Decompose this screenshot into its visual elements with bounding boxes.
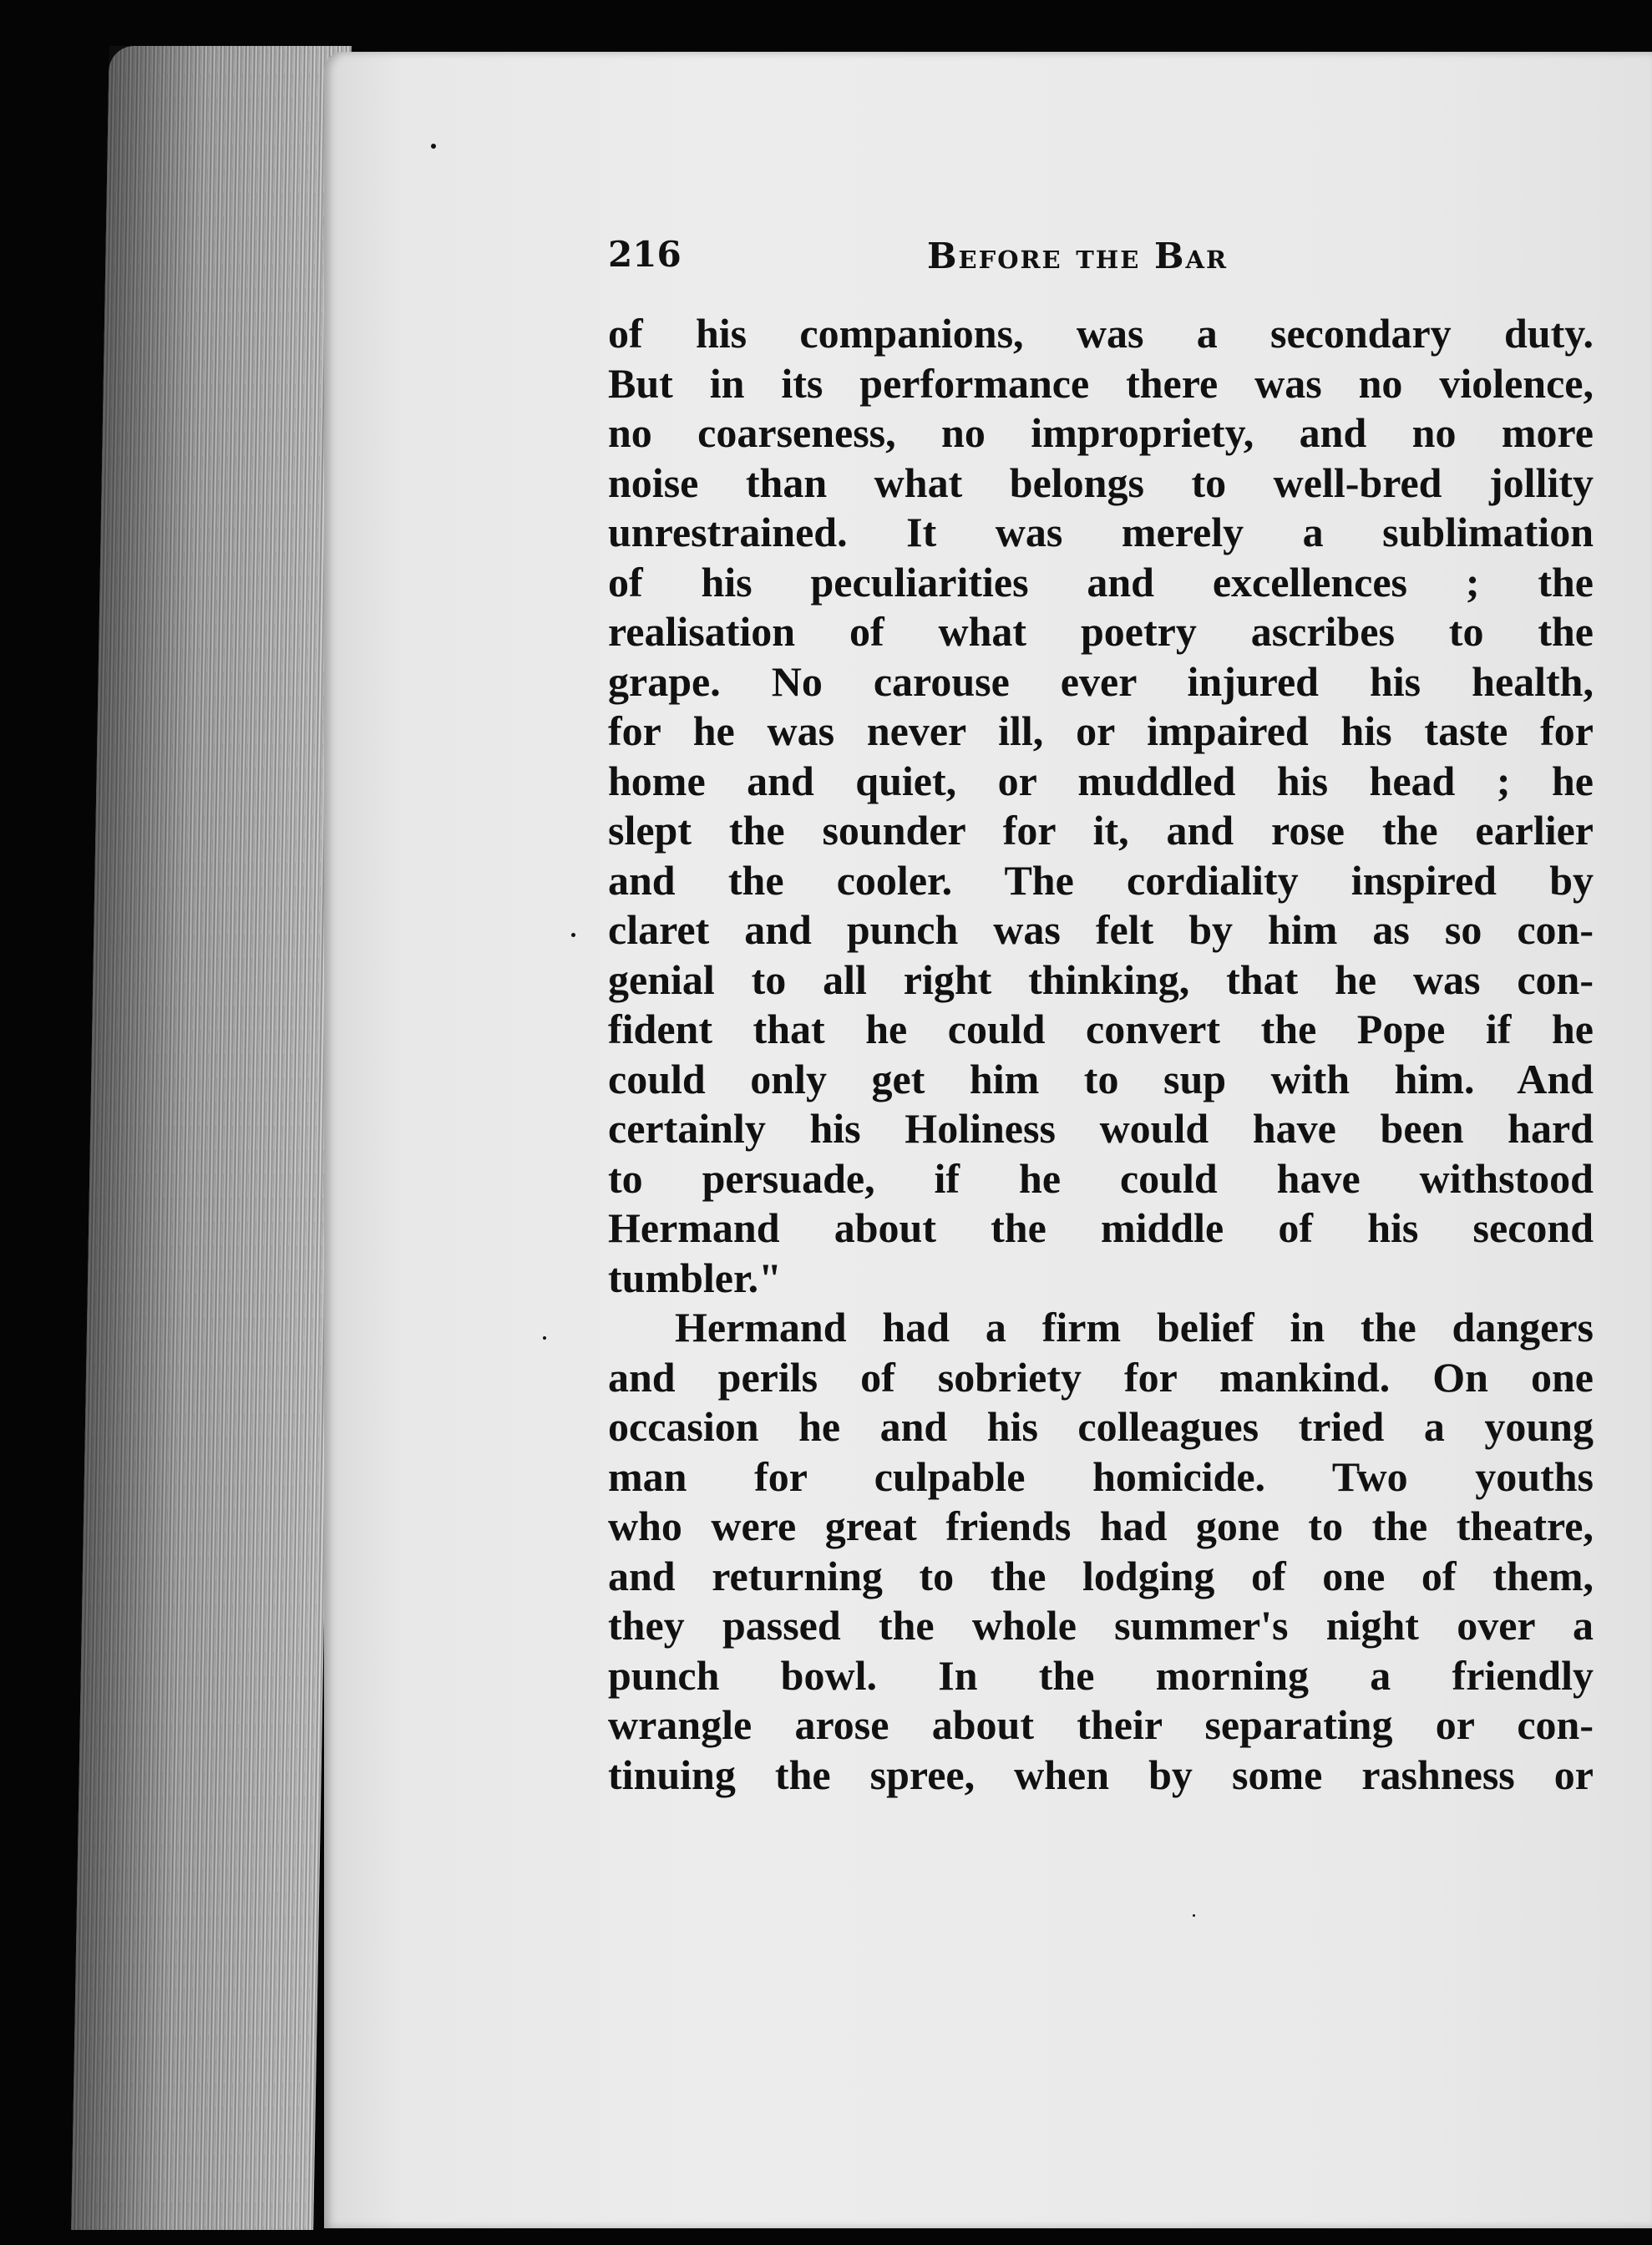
text-line: But in its performance there was no violence, <box>608 359 1594 407</box>
text-line: punch bowl. In the morning a friendly <box>608 1651 1594 1699</box>
text-line: man for culpable homicide. Two youths <box>608 1452 1594 1500</box>
text-line: no coarseness, no impropriety, and no more <box>608 409 1594 456</box>
text-line: tinuing the spree, when by some rashness or <box>608 1751 1594 1798</box>
page-edges <box>71 46 352 2230</box>
book-page <box>324 52 1652 2228</box>
text-line: and perils of sobriety for mankind. On one <box>608 1353 1594 1401</box>
text-line: fident that he could convert the Pope if he <box>608 1006 1594 1052</box>
text-line: of his peculiarities and excellences ; the <box>608 558 1594 606</box>
text-line: unrestrained. It was merely a sublimation <box>608 509 1594 555</box>
running-title: Before the Bar <box>927 236 1229 276</box>
text-line: certainly his Holiness would have been hard <box>608 1105 1594 1152</box>
paragraph-2 <box>608 1303 1594 1800</box>
text-line: they passed the whole summer's night over a <box>608 1602 1594 1649</box>
text-line: who were great friends had gone to the theatre, <box>608 1503 1594 1549</box>
text-line: and the cooler. The cordiality inspired by <box>608 856 1594 904</box>
text-line: grape. No carouse ever injured his health, <box>608 657 1594 705</box>
text-line: realisation of what poetry ascribes to the <box>608 608 1594 655</box>
text-line: of his companions, was a secondary duty. <box>608 310 1594 357</box>
text-line: slept the sounder for it, and rose the earlier <box>608 807 1594 854</box>
text-line: Hermand had a firm belief in the dangers <box>675 1304 1594 1351</box>
text-line: genial to all right thinking, that he was con- <box>608 955 1594 1003</box>
text-line: for he was never ill, or impaired his taste for <box>608 707 1594 754</box>
paragraph-1 <box>608 309 1594 1303</box>
dust-speck <box>543 1336 546 1340</box>
text-line: occasion he and his colleagues tried a young <box>608 1403 1594 1450</box>
text-line: Hermand about the middle of his second <box>608 1204 1594 1251</box>
dust-speck <box>571 933 575 937</box>
page-number: 216 <box>608 234 682 275</box>
page-content <box>608 234 1594 1800</box>
dust-speck <box>1193 1914 1195 1917</box>
text-line: home and quiet, or muddled his head ; he <box>608 757 1594 804</box>
dust-speck <box>431 144 436 149</box>
text-line: and returning to the lodging of one of them, <box>608 1552 1594 1599</box>
text-line: could only get him to sup with him. And <box>608 1055 1594 1102</box>
text-line: to persuade, if he could have withstood <box>608 1154 1594 1202</box>
running-head <box>608 234 1594 309</box>
text-line: wrangle arose about their separating or con- <box>608 1701 1594 1748</box>
text-line: claret and punch was felt by him as so con- <box>608 906 1594 953</box>
text-line: tumbler." <box>608 1254 782 1301</box>
text-line: noise than what belongs to well-bred jollity <box>608 459 1594 506</box>
